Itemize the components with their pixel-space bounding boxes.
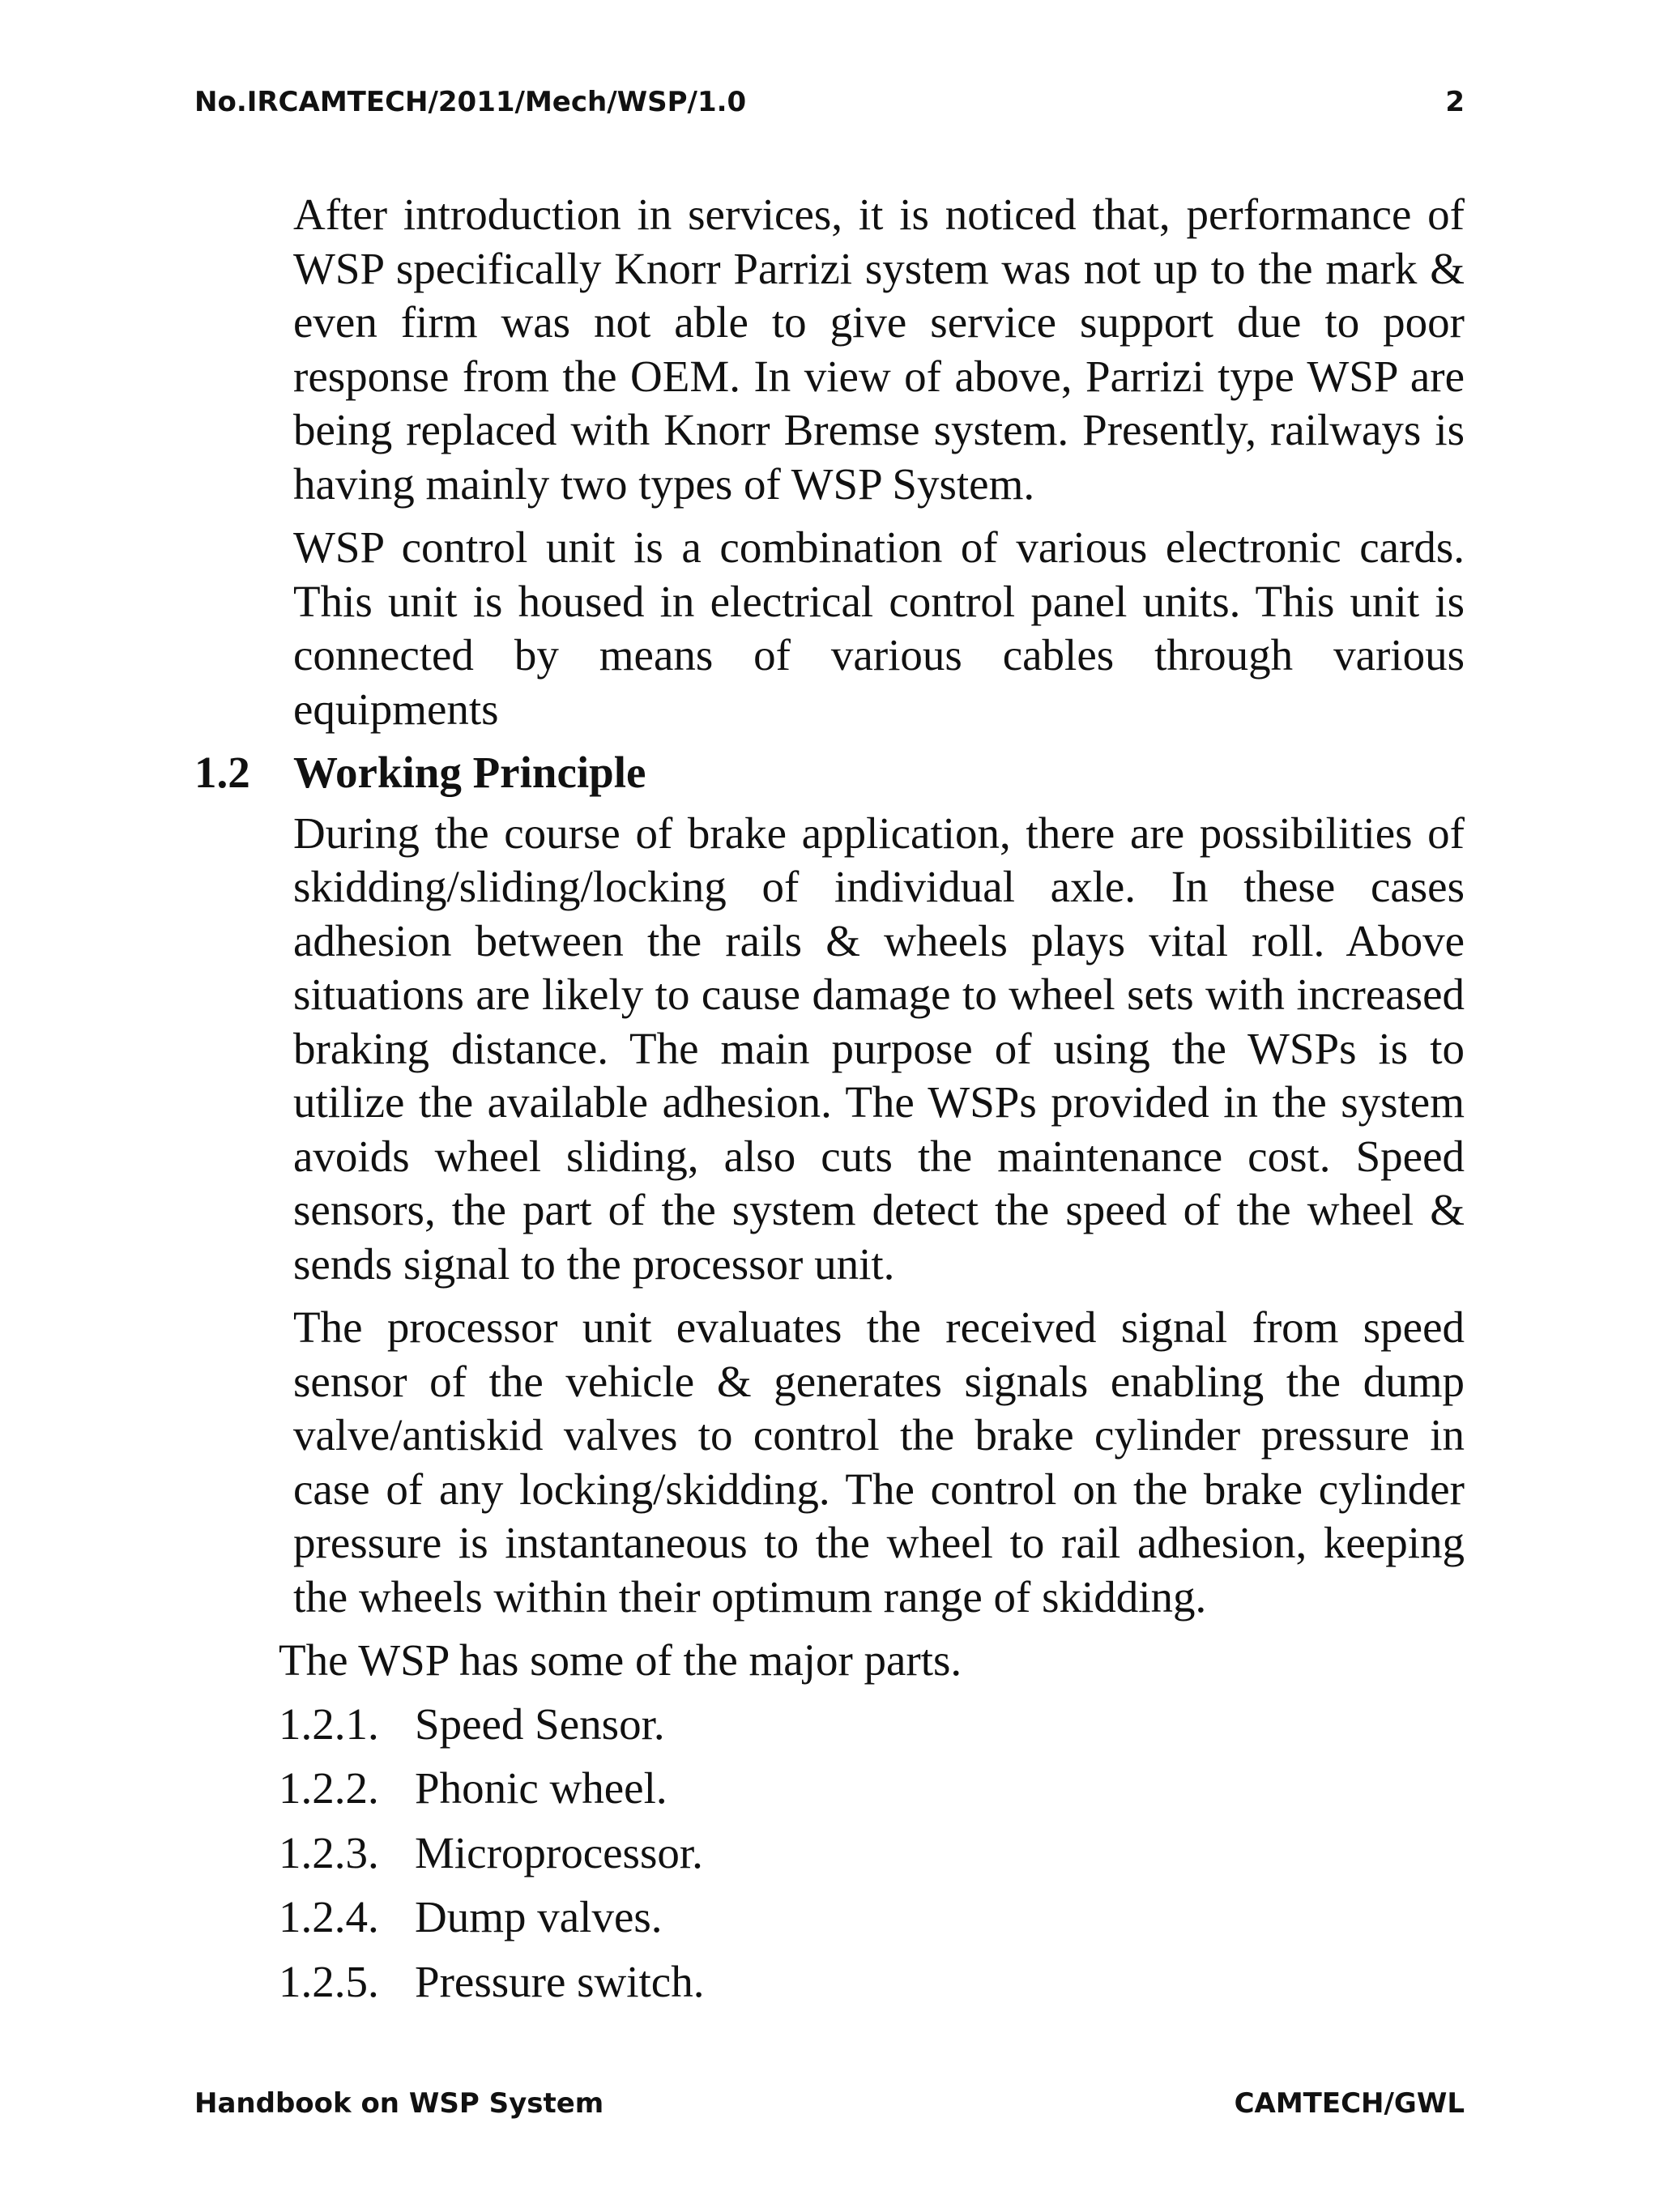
paragraph-intro-2: WSP control unit is a combination of various electronic cards. This unit is housed in electrical control panel units. This unit is connected by means of various cables through various equipments [293,522,1465,734]
list-item-label: Dump valves. [415,1892,663,1941]
footer-org: CAMTECH/GWL [1234,2087,1465,2120]
list-item-number: 1.2.5. [279,1956,379,2006]
page-header [194,86,1465,118]
section-number: 1.2 [194,748,250,797]
list-item [279,1955,1465,2010]
parts-intro: The WSP has some of the major parts. [279,1635,962,1685]
page-footer [194,2087,1465,2120]
list-item-label: Pressure switch. [415,1956,705,2006]
list-item-number: 1.2.1. [279,1698,379,1749]
paragraph-intro-1: After introduction in services, it is noticed that, performance of WSP specifically Knorr Parrizi system was not up to the mark & even firm was not able to give service support due to poor response from the OEM. In view of above, Parrizi type WSP are being replaced with Knorr Bremse system. Presently, railways is having mainly two types of WSP System. [293,190,1465,509]
footer-title: Handbook on WSP System [194,2087,604,2120]
section-heading [194,746,1465,800]
paragraph-section-1: During the course of brake application, there are possibilities of skidding/sliding/locking of individual axle. In these cases adhesion between the rails & wheels plays vital roll. Above situations are likely to cause damage to wheel sets with increased braking distance. The main purpose of using the WSPs is to utilize the available adhesion. The WSPs provided in the system avoids wheel sliding, also cuts the maintenance cost. Speed sensors, the part of the system detect the speed of the wheel & sends signal to the processor unit. [293,808,1465,1289]
page-number: 2 [1445,86,1465,118]
list-item [279,1826,1465,1881]
list-item-number: 1.2.2. [279,1763,379,1813]
list-item-number: 1.2.3. [279,1827,379,1877]
list-item [279,1762,1465,1816]
list-item-number: 1.2.4. [279,1892,379,1941]
section-title: Working Principle [293,748,646,797]
list-item-label: Microprocessor. [415,1827,703,1877]
list-item [279,1890,1465,1945]
list-item-label: Speed Sensor. [415,1698,665,1749]
page-body [194,188,1465,2019]
list-item [279,1698,1465,1752]
paragraph-section-2: The processor unit evaluates the received signal from speed sensor of the vehicle & generates signals enabling the dump valve/antiskid valves to control the brake cylinder pressure in case of any locking/skidding. The control on the brake cylinder pressure is instantaneous to the wheel to rail adhesion, keeping the wheels within their optimum range of skidding. [293,1302,1465,1622]
list-item-label: Phonic wheel. [415,1763,667,1813]
document-number: No.IRCAMTECH/2011/Mech/WSP/1.0 [194,86,747,118]
parts-list [279,1698,1465,2010]
